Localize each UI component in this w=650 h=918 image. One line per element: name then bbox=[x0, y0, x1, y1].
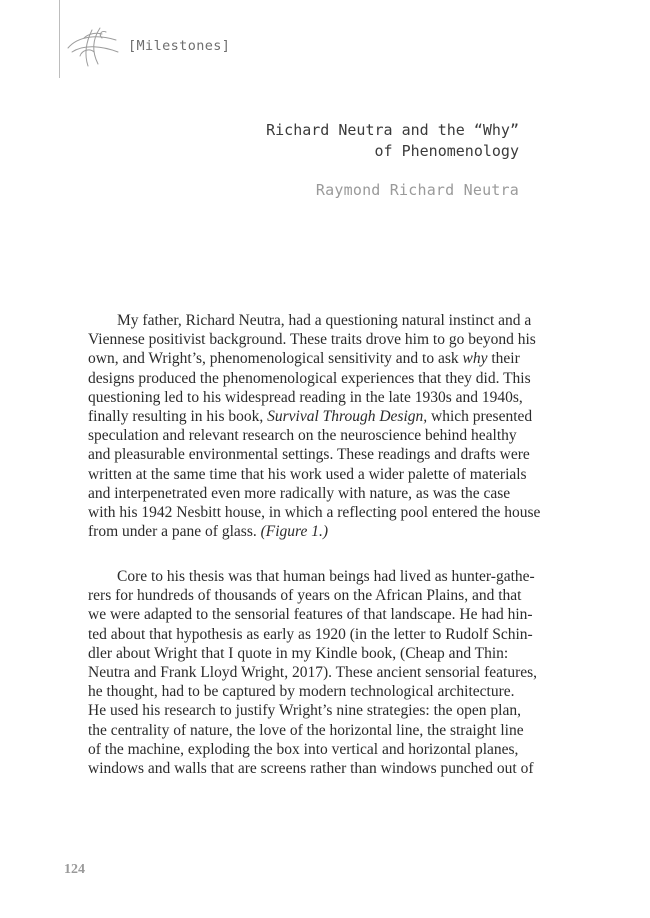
text-line: dler about Wright that I quote in my Kindle book, (Cheap and Thin: bbox=[88, 644, 509, 662]
text-run: own, and Wright’s, phenomenological sensitivity and to ask bbox=[88, 350, 463, 368]
text-line: questioning led to his widespread reading in the late 1930s and 1940s, bbox=[88, 388, 523, 406]
text-line: designs produced the phenomenological experiences that they did. This bbox=[88, 369, 531, 387]
text-line: we were adapted to the sensorial features of that landscape. He had hin- bbox=[88, 606, 533, 624]
figure-reference: (Figure 1.) bbox=[260, 523, 329, 541]
text-line: My father, Richard Neutra, had a questioning natural instinct and a bbox=[117, 312, 532, 329]
article-title bbox=[266, 120, 519, 162]
body-paragraph bbox=[88, 311, 541, 541]
text-line: and interpenetrated even more radically with nature, as was the case bbox=[88, 484, 511, 502]
page-number: 124 bbox=[64, 862, 85, 877]
text-line: rers for hundreds of thousands of years on the African Plains, and that bbox=[88, 587, 522, 605]
text-line: He used his research to justify Wright’s nine strategies: the open plan, bbox=[88, 702, 521, 720]
title-line: of Phenomenology bbox=[374, 142, 519, 160]
header-divider-line bbox=[59, 0, 60, 78]
text-line: ted about that hypothesis as early as 1920 (in the letter to Rudolf Schin- bbox=[88, 625, 533, 643]
text-line bbox=[88, 522, 522, 541]
text-run: from under a pane of glass. bbox=[88, 523, 261, 541]
text-run: finally resulting in his book, bbox=[88, 408, 268, 426]
text-line: windows and walls that are screens rather than windows punched out of bbox=[88, 760, 534, 778]
text-line: written at the same time that his work used a wider palette of materials bbox=[88, 465, 527, 483]
section-label: [Milestones] bbox=[128, 38, 231, 54]
text-run: which presented bbox=[427, 408, 533, 426]
text-line: the centrality of nature, the love of the horizontal line, the straight line bbox=[88, 721, 524, 739]
text-line bbox=[88, 407, 533, 426]
text-run: their bbox=[487, 350, 520, 368]
title-line: Richard Neutra and the “Why” bbox=[266, 121, 519, 139]
text-line: he thought, had to be captured by modern technological architecture. bbox=[88, 683, 515, 701]
body-paragraph bbox=[88, 567, 538, 778]
text-line: Neutra and Frank Lloyd Wright, 2017). These ancient sensorial features, bbox=[88, 664, 538, 682]
book-title: Survival Through Design, bbox=[267, 408, 428, 426]
text-line: Viennese positivist background. These traits drove him to go beyond his bbox=[88, 331, 536, 349]
swirl-logo-icon bbox=[62, 22, 126, 70]
text-line: Core to his thesis was that human beings had lived as hunter-gathe- bbox=[117, 568, 535, 585]
text-line: of the machine, exploding the box into vertical and horizontal planes, bbox=[88, 740, 519, 758]
text-line: with his 1942 Nesbitt house, in which a reflecting pool entered the house bbox=[88, 504, 541, 522]
emphasis-text: why bbox=[462, 350, 488, 368]
text-line bbox=[88, 349, 522, 368]
text-line: speculation and relevant research on the neuroscience behind healthy bbox=[88, 427, 517, 445]
text-line: and pleasurable environmental settings. These readings and drafts were bbox=[88, 446, 530, 464]
article-author: Raymond Richard Neutra bbox=[315, 181, 519, 199]
